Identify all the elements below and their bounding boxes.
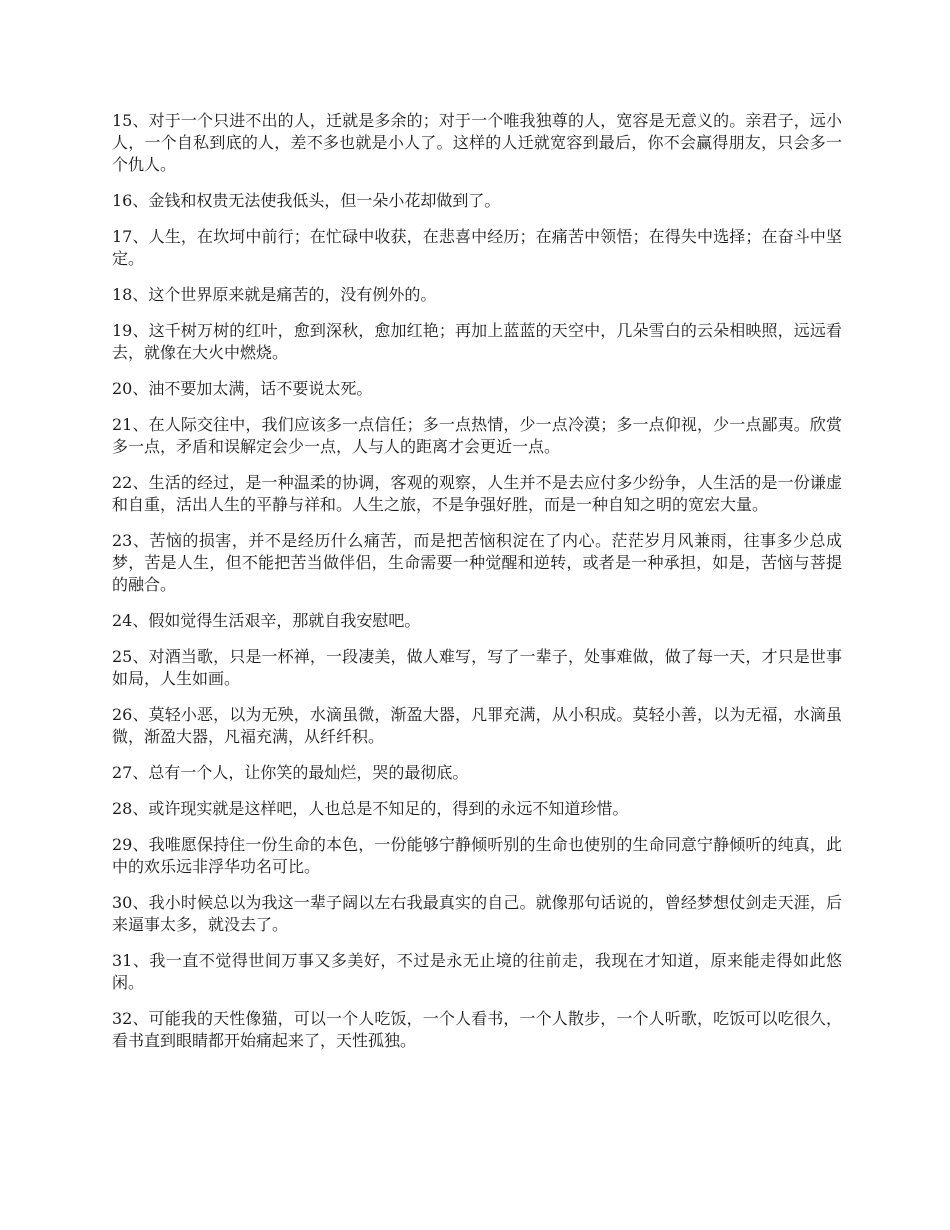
paragraph-19: 19、这千树万树的红叶，愈到深秋，愈加红艳；再加上蓝蓝的天空中，几朵雪白的云朵相映照，远远看去，就像在大火中燃烧。	[112, 321, 842, 362]
paragraph-20: 20、油不要加太满，话不要说太死。	[112, 379, 373, 398]
paragraph-29: 29、我唯愿保持住一份生命的本色，一份能够宁静倾听别的生命也使别的生命同意宁静倾听的纯真，此中的欢乐远非浮华功名可比。	[112, 835, 842, 876]
paragraph-24: 24、假如觉得生活艰辛，那就自我安慰吧。	[112, 611, 421, 630]
paragraph-28: 28、或许现实就是这样吧，人也总是不知足的，得到的永远不知道珍惜。	[112, 799, 629, 818]
paragraph-32: 32、可能我的天性像猫，可以一个人吃饭，一个人看书，一个人散步，一个人听歌，吃饭可以吃很久，看书直到眼睛都开始痛起来了，天性孤独。	[112, 1009, 842, 1050]
paragraph-17: 17、人生，在坎坷中前行；在忙碌中收获，在悲喜中经历；在痛苦中领悟；在得失中选择；在奋斗中坚定。	[112, 227, 842, 268]
paragraph-26: 26、莫轻小恶，以为无殃，水滴虽微，渐盈大器，凡罪充满，从小积成。莫轻小善，以为无福，水滴虽微，渐盈大器，凡福充满，从纤纤积。	[112, 705, 842, 746]
paragraph-31: 31、我一直不觉得世间万事又多美好，不过是永无止境的往前走，我现在才知道，原来能走得如此悠闲。	[112, 951, 842, 992]
paragraph-25: 25、对酒当歌，只是一杯禅，一段凄美，做人难写，写了一辈子，处事难做，做了每一天，才只是世事如局，人生如画。	[112, 647, 842, 688]
paragraph-18: 18、这个世界原来就是痛苦的，没有例外的。	[112, 285, 437, 304]
paragraph-30: 30、我小时候总以为我这一辈子阔以左右我最真实的自己。就像那句话说的，曾经梦想仗剑走天涯，后来逼事太多，就没去了。	[112, 893, 842, 934]
paragraph-16: 16、金钱和权贵无法使我低头，但一朵小花却做到了。	[112, 191, 501, 210]
document-page	[112, 110, 842, 1066]
paragraph-21: 21、在人际交往中，我们应该多一点信任；多一点热情，少一点冷漠；多一点仰视，少一点鄙夷。欣赏多一点，矛盾和误解定会少一点，人与人的距离才会更近一点。	[112, 415, 842, 456]
paragraph-15: 15、对于一个只进不出的人，迁就是多余的；对于一个唯我独尊的人，宽容是无意义的。亲君子，远小人，一个自私到底的人，差不多也就是小人了。这样的人迁就宽容到最后，你不会赢得朋友，只会多一个仇人。	[112, 111, 842, 174]
paragraph-27: 27、总有一个人，让你笑的最灿烂，哭的最彻底。	[112, 763, 469, 782]
paragraph-22: 22、生活的经过，是一种温柔的协调，客观的观察，人生并不是去应付多少纷争，人生活的是一份谦虚和自重，活出人生的平静与祥和。人生之旅，不是争强好胜，而是一种自知之明的宽宏大量。	[112, 473, 842, 514]
paragraph-23: 23、苦恼的损害，并不是经历什么痛苦，而是把苦恼积淀在了内心。茫茫岁月风兼雨，往事多少总成梦，苦是人生，但不能把苦当做伴侣，生命需要一种觉醒和逆转，或者是一种承担，如是，苦恼与菩提的融合。	[112, 531, 842, 594]
